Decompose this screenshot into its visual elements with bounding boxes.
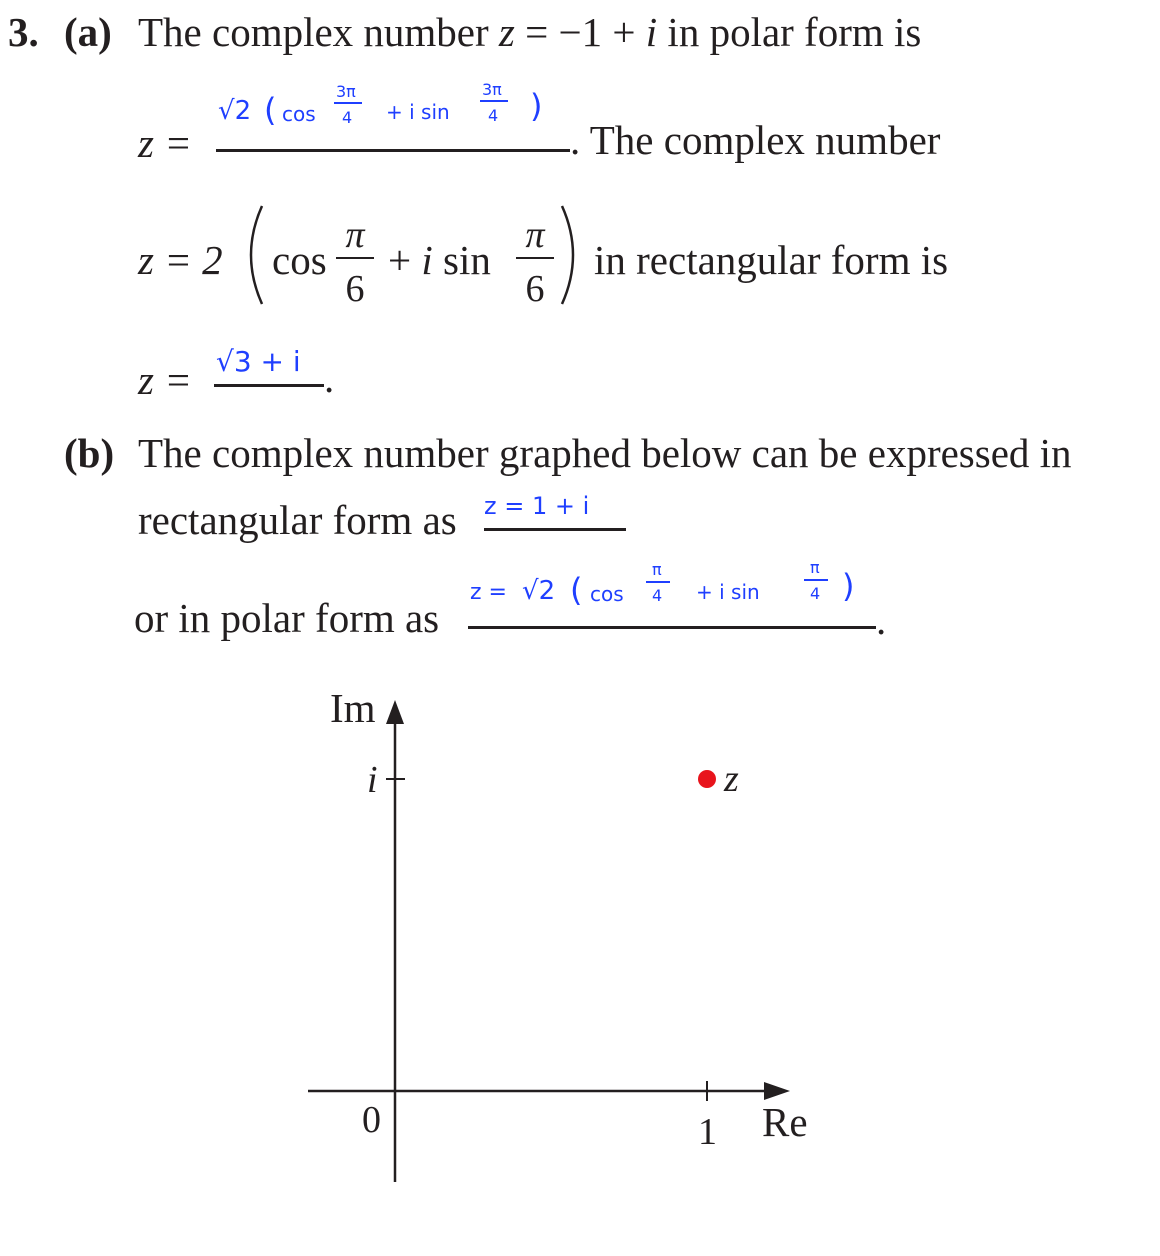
hw-b-sqrt2: √2 xyxy=(522,576,556,606)
cos-label: cos xyxy=(272,237,327,283)
frac2-denominator: 6 xyxy=(525,268,545,310)
problem-number: 3. xyxy=(8,9,39,55)
im-tick-label: i xyxy=(367,759,378,801)
hw-b-frac-den-1: 4 xyxy=(652,586,663,605)
re-axis-label: Re xyxy=(762,1099,808,1145)
point-z-label: z xyxy=(724,758,739,800)
hw-frac-num-2: 3π xyxy=(482,80,502,99)
answer2-period: . xyxy=(324,355,335,401)
re-tick-label: 1 xyxy=(698,1111,717,1153)
answer-polar-period: . xyxy=(876,597,887,643)
polar-z-prefix: z = 2 xyxy=(138,237,223,283)
origin-label: 0 xyxy=(362,1099,381,1141)
imaginary-axis-arrow xyxy=(386,700,404,724)
answer-rect-handwritten: z = 1 + i xyxy=(484,492,590,520)
sin-label: sin xyxy=(432,237,491,283)
hw-b-frac-num-1: π xyxy=(652,560,662,579)
part-b-line3: or in polar form as xyxy=(134,595,440,641)
hw-frac-num-1: 3π xyxy=(336,82,356,101)
answer2-prefix: z = xyxy=(138,357,192,403)
z-value: −1 + xyxy=(558,9,646,55)
plus-sign: + xyxy=(388,237,422,283)
hw-b-paren-open: ( xyxy=(570,571,583,609)
part-b-line1: The complex number graphed below can be expressed in xyxy=(138,430,1072,476)
rectangular-form-text: in rectangular form is xyxy=(594,237,949,283)
hw-frac-den-1: 4 xyxy=(342,108,353,127)
hw-b-frac-num-2: π xyxy=(810,558,820,577)
hw-paren-close: ) xyxy=(530,87,543,125)
im-axis-label: Im xyxy=(330,685,376,731)
hw-b-cos: cos xyxy=(590,582,624,606)
hw-paren-open: ( xyxy=(264,91,277,129)
part-b-label: (b) xyxy=(64,430,115,476)
real-axis-arrow xyxy=(764,1082,790,1100)
hw-b-plus-i-sin: + i sin xyxy=(696,580,760,604)
hw-b-frac-den-2: 4 xyxy=(810,584,821,603)
hw-frac-den-2: 4 xyxy=(488,106,499,125)
i-variable: i xyxy=(645,9,658,55)
part-a-label: (a) xyxy=(64,9,112,55)
frac1-denominator: 6 xyxy=(345,268,365,310)
frac1-numerator: π xyxy=(345,214,365,256)
hw-b-paren-close: ) xyxy=(842,567,855,605)
hw-cos: cos xyxy=(282,102,316,126)
answer1-prefix: z = xyxy=(138,120,192,166)
i-in-sin: i xyxy=(421,237,433,283)
part-a-intro-tail: in polar form is xyxy=(667,9,922,55)
equals-sign: = xyxy=(525,9,549,55)
hw-sqrt2: √2 xyxy=(218,96,252,126)
answer1-trailing-text: . The complex number xyxy=(570,117,941,163)
part-a-intro-phrase: The complex number xyxy=(138,9,489,55)
answer2-handwritten: √3 + i xyxy=(216,345,301,378)
point-z xyxy=(698,770,716,788)
part-b-line2: rectangular form as xyxy=(138,497,457,543)
hw-z-eq: z = xyxy=(470,580,507,605)
frac2-numerator: π xyxy=(525,214,545,256)
z-variable: z xyxy=(498,9,515,55)
hw-plus-i-sin: + i sin xyxy=(386,100,450,124)
